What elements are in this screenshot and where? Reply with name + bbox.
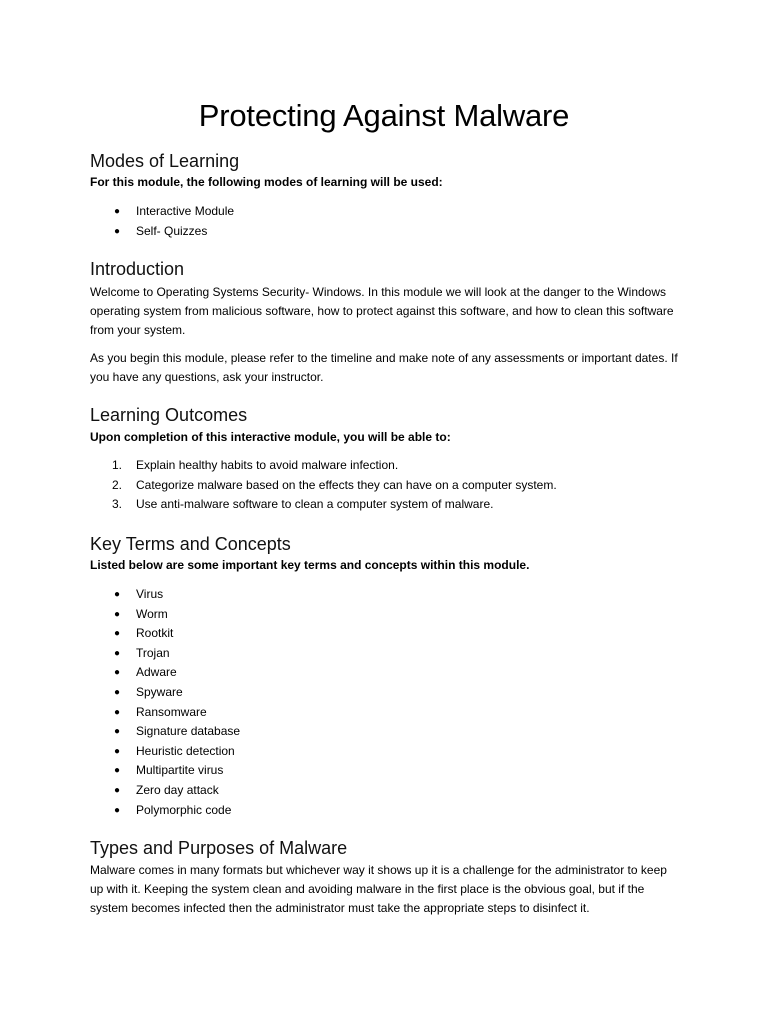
list-item — [90, 605, 678, 625]
list-item — [90, 476, 678, 496]
bullet-icon: ● — [114, 804, 121, 816]
types-of-malware-paragraph: Malware comes in many formats but whichever way it shows up it is a challenge for the administrator to keep up with it. Keeping the system clean and avoiding malware in the first place is the obvious goal, but if the system becomes infected then the administrator must take the appropriate steps to disinfect it. — [90, 863, 667, 916]
key-terms-lead: Listed below are some important key terms and concepts within this module. — [90, 557, 530, 572]
list-item — [90, 495, 678, 515]
list-item-text: Virus — [136, 586, 164, 601]
list-item-text: Worm — [136, 606, 168, 621]
learning-outcomes-lead: Upon completion of this interactive module, you will be able to: — [90, 430, 451, 445]
bullet-icon: ● — [114, 784, 121, 796]
learning-outcomes-list — [90, 456, 678, 515]
bullet-icon: ● — [114, 225, 121, 237]
list-item-text: Interactive Module — [136, 204, 235, 218]
list-number: 2. — [112, 477, 123, 492]
bullet-icon: ● — [114, 667, 121, 679]
list-item-text: Signature database — [136, 724, 241, 739]
heading-introduction: Introduction — [90, 259, 185, 280]
heading-modes-of-learning: Modes of Learning — [90, 151, 240, 171]
bullet-icon: ● — [114, 706, 121, 718]
list-item — [90, 585, 678, 605]
bullet-icon: ● — [114, 628, 121, 640]
key-terms-list — [90, 585, 678, 820]
list-item-text: Ransomware — [136, 704, 207, 719]
list-number: 3. — [112, 497, 123, 512]
bullet-icon: ● — [114, 206, 121, 217]
introduction-paragraph-2: As you begin this module, please refer to the timeline and make note of any assessments or important dates. If you have any questions, ask your instructor. — [90, 351, 678, 385]
heading-types-of-malware: Types and Purposes of Malware — [90, 838, 348, 859]
list-item-text: Heuristic detection — [136, 743, 235, 758]
list-item-text: Zero day attack — [136, 782, 219, 797]
list-item — [90, 222, 678, 242]
bullet-icon: ● — [114, 647, 121, 659]
list-item — [90, 456, 678, 476]
bullet-icon: ● — [114, 608, 121, 620]
list-item — [90, 761, 678, 781]
bullet-icon: ● — [114, 588, 121, 600]
list-item-text: Rootkit — [136, 626, 174, 641]
heading-learning-outcomes: Learning Outcomes — [90, 405, 248, 426]
list-item — [90, 624, 678, 644]
heading-key-terms: Key Terms and Concepts — [90, 533, 291, 554]
list-number: 1. — [112, 458, 123, 473]
list-item — [90, 644, 678, 664]
list-item — [90, 801, 678, 821]
list-item — [90, 781, 678, 801]
list-item — [90, 202, 678, 222]
list-item-text: Adware — [136, 665, 177, 680]
bullet-icon: ● — [114, 745, 121, 757]
introduction-paragraph-1: Welcome to Operating Systems Security- Windows. In this module we will look at the danger to the Windows operating system from malicious software, how to protect against this software, and how to clean this software from your system. — [90, 285, 674, 338]
list-item-text: Categorize malware based on the effects they can have on a computer system. — [136, 477, 557, 492]
list-item-text: Self- Quizzes — [136, 223, 208, 238]
bullet-icon: ● — [114, 686, 121, 698]
modes-of-learning-list — [90, 202, 678, 241]
list-item-text: Multipartite virus — [136, 763, 224, 778]
document-title: Protecting Against Malware — [198, 98, 570, 133]
list-item-text: Polymorphic code — [136, 802, 232, 817]
list-item-text: Spyware — [136, 684, 183, 699]
bullet-icon: ● — [114, 726, 121, 738]
list-item-text: Use anti-malware software to clean a computer system of malware. — [136, 497, 494, 512]
list-item — [90, 703, 678, 723]
list-item — [90, 663, 678, 683]
modes-of-learning-lead: For this module, the following modes of learning will be used: — [90, 175, 443, 189]
bullet-icon: ● — [114, 765, 121, 777]
list-item-text: Explain healthy habits to avoid malware infection. — [136, 458, 399, 473]
list-item — [90, 742, 678, 762]
list-item-text: Trojan — [136, 645, 170, 660]
list-item — [90, 722, 678, 742]
list-item — [90, 683, 678, 703]
